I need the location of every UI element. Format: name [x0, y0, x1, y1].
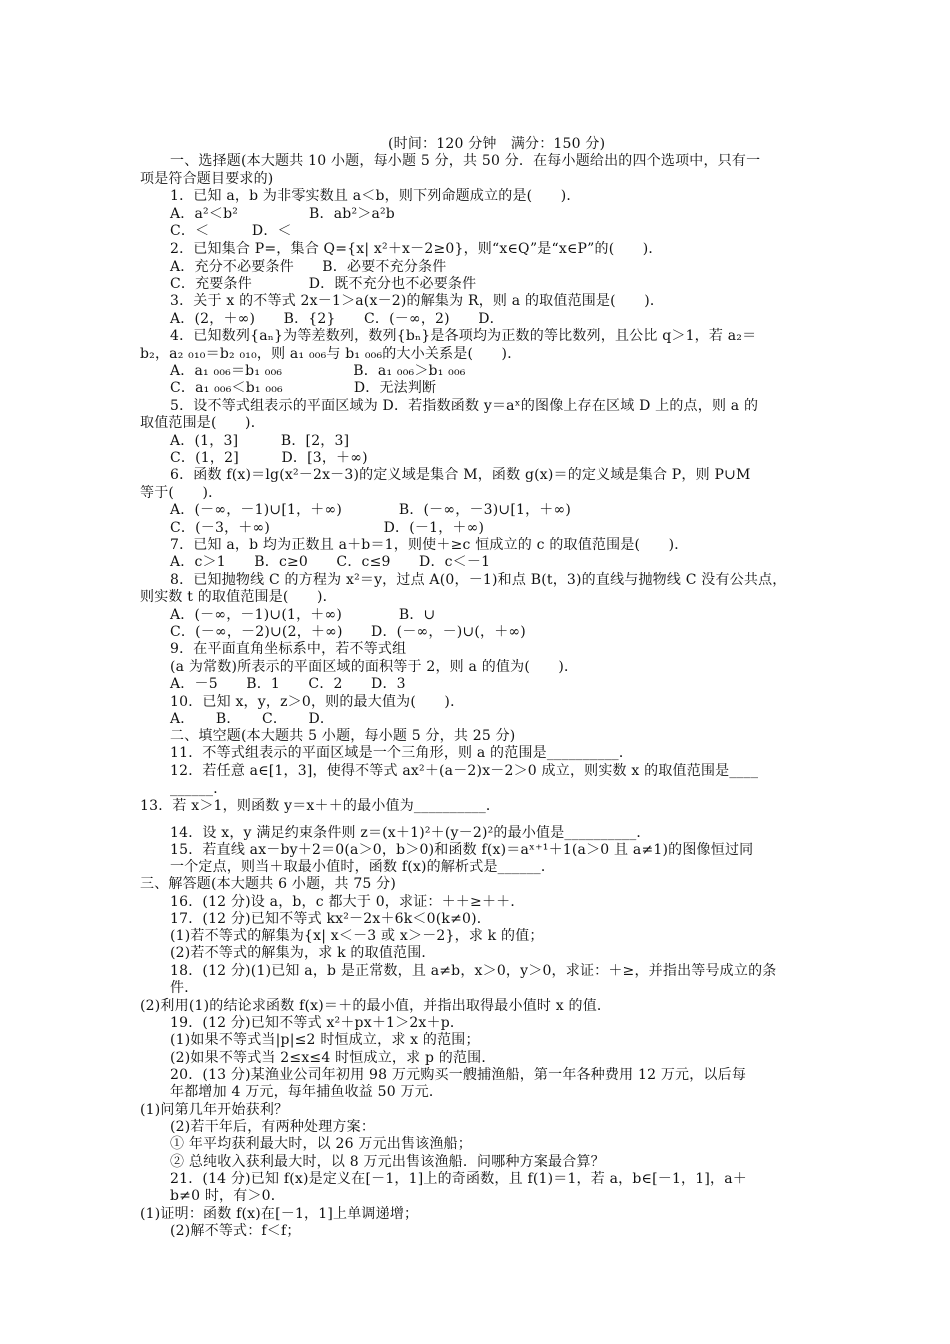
- text-line: (2)解不等式：f＜f；: [170, 1223, 301, 1239]
- text-line: 三、解答题(本大题共 6 小题，共 75 分): [140, 876, 397, 892]
- text-line: A．c＞1 B．c≥0 C．c≤9 D．c＜－1: [170, 554, 491, 570]
- text-line: (a 为常数)所表示的平面区域的面积等于 2，则 a 的值为( )．: [170, 659, 579, 675]
- text-line: (2)若不等式的解集为，求 k 的取值范围．: [170, 945, 436, 961]
- text-line: 21．(14 分)已知 f(x)是定义在[－1，1]上的奇函数，且 f(1)＝1，若 a，b∈[－1，1]，a＋: [170, 1171, 747, 1187]
- text-line: 二、填空题(本大题共 5 小题，每小题 5 分，共 25 分): [170, 728, 516, 744]
- text-line: 9．在平面直角坐标系中，若不等式组: [170, 641, 407, 657]
- text-line: A． B． C． D．: [170, 711, 335, 727]
- text-line: 7．已知 a，b 均为正数且 a＋b＝1，则使＋≥c 恒成立的 c 的取值范围是( )．: [170, 537, 689, 553]
- text-line: b₂，a₂ ₀₁₀＝b₂ ₀₁₀，则 a₁ ₀₀₆与 b₁ ₀₀₆的大小关系是( )．: [140, 346, 522, 362]
- text-line: 10．已知 x，y，z＞0，则的最大值为( )．: [170, 694, 465, 710]
- text-line: (2)如果不等式当 2≤x≤4 时恒成立，求 p 的范围．: [170, 1050, 496, 1066]
- text-line: 20．(13 分)某渔业公司年初用 98 万元购买一艘捕渔船，第一年各种费用 12 万元，以后每: [170, 1067, 747, 1083]
- text-line: 14．设 x，y 满足约束条件则 z＝(x＋1)²＋(y－2)²的最小值是__________．: [170, 825, 651, 841]
- text-line: 17．(12 分)已知不等式 kx²－2x＋6k＜0(k≠0)．: [170, 911, 491, 927]
- exam-header: (时间：120 分钟 满分：150 分): [388, 136, 606, 152]
- text-line: A．(1，3] B．[2，3]: [170, 433, 350, 449]
- text-line: C．充要条件 D．既不充分也不必要条件: [170, 276, 477, 292]
- text-line: ② 总纯收入获利最大时，以 8 万元出售该渔船．问哪种方案最合算？: [170, 1154, 605, 1170]
- text-line: C．(－∞，－2)∪(2，＋∞) D．(－∞，－)∪(，＋∞): [170, 624, 526, 640]
- text-line: 3．关于 x 的不等式 2x－1＞a(x－2)的解集为 R，则 a 的取值范围是( )．: [170, 293, 665, 309]
- text-line: 等于( )．: [140, 485, 223, 501]
- text-line: A．充分不必要条件 B．必要不充分条件: [170, 259, 447, 275]
- text-line: C．(－3，＋∞) D．(－1，＋∞): [170, 520, 485, 536]
- text-line: 12．若任意 a∈[1，3]，使得不等式 ax²＋(a－2)x－2＞0 成立，则实数 x 的取值范围是____: [170, 763, 759, 779]
- text-line: 项是符合题目要求的): [140, 171, 274, 187]
- text-line: b≠0 时，有＞0．: [170, 1188, 285, 1204]
- text-line: A．a₁ ₀₀₆＝b₁ ₀₀₆ B．a₁ ₀₀₆＞b₁ ₀₀₆: [170, 363, 466, 379]
- text-line: 一个定点，则当＋取最小值时，函数 f(x)的解析式是______．: [170, 859, 556, 875]
- text-line: A．－5 B．1 C．2 D．3: [170, 676, 406, 692]
- text-line: 18．(12 分)(1)已知 a，b 是正常数，且 a≠b，x＞0，y＞0，求证：＋≥，并指出等号成立的条: [170, 963, 777, 979]
- text-line: (1)若不等式的解集为{x| x＜－3 或 x＞－2}，求 k 的值；: [170, 928, 544, 944]
- text-line: 年都增加 4 万元，每年捕鱼收益 50 万元．: [170, 1084, 444, 1100]
- text-line: 件．: [170, 980, 199, 996]
- text-line: C．(1，2] D．[3，＋∞): [170, 450, 368, 466]
- text-line: ① 年平均获利最大时，以 26 万元出售该渔船；: [170, 1136, 472, 1152]
- text-line: C．＜ D．＜: [170, 223, 292, 239]
- text-line: (2)利用(1)的结论求函数 f(x)＝＋的最小值，并指出取得最小值时 x 的值．: [140, 998, 612, 1014]
- text-line: 则实数 t 的取值范围是( )．: [140, 589, 337, 605]
- text-line: 19．(12 分)已知不等式 x²＋px＋1＞2x＋p．: [170, 1015, 465, 1031]
- text-line: 8．已知抛物线 C 的方程为 x²＝y，过点 A(0，－1)和点 B(t，3)的直线与抛物线 C 没有公共点，: [170, 572, 787, 588]
- text-line: 5．设不等式组表示的平面区域为 D．若指数函数 y＝aˣ的图像上存在区域 D 上的点，则 a 的: [170, 398, 759, 414]
- text-line: (1)证明：函数 f(x)在[－1，1]上单调递增；: [140, 1206, 419, 1222]
- text-line: 一、选择题(本大题共 10 小题，每小题 5 分，共 50 分．在每小题给出的四个选项中，只有一: [170, 153, 761, 169]
- text-line: A．a²＜b² B．ab²＞a²b: [170, 206, 395, 222]
- text-line: 15．若直线 ax－by＋2＝0(a＞0，b＞0)和函数 f(x)＝aˣ⁺¹＋1(a＞0 且 a≠1)的图像恒过同: [170, 842, 754, 858]
- text-line: 1．已知 a，b 为非零实数且 a＜b，则下列命题成立的是( )．: [170, 188, 581, 204]
- text-line: C．a₁ ₀₀₆＜b₁ ₀₀₆ D．无法判断: [170, 380, 437, 396]
- text-line: A．(－∞，－1)∪(1，＋∞) B．∪: [170, 607, 436, 623]
- text-line: 2．已知集合 P=，集合 Q={x| x²＋x－2≥0}，则“x∈Q”是“x∈P”的( )．: [170, 241, 663, 257]
- text-line: 4．已知数列{aₙ}为等差数列，数列{bₙ}是各项均为正数的等比数列，且公比 q＞1，若 a₂＝: [170, 328, 757, 344]
- text-line: (1)问第几年开始获利？: [140, 1102, 289, 1118]
- text-line: 取值范围是( )．: [140, 415, 265, 431]
- text-line: 16．(12 分)设 a，b，c 都大于 0，求证：＋＋≥＋＋．: [170, 894, 525, 910]
- text-line: 11．不等式组表示的平面区域是一个三角形，则 a 的范围是__________．: [170, 745, 634, 761]
- text-line: ______．: [170, 781, 228, 797]
- text-line: (1)如果不等式当|p|≤2 时恒成立，求 x 的范围；: [170, 1032, 480, 1048]
- text-line: A．(－∞，－1)∪[1，＋∞) B．(－∞，－3)∪[1，＋∞): [170, 502, 572, 518]
- text-line: 6．函数 f(x)＝lg(x²－2x－3)的定义域是集合 M，函数 g(x)＝的定义域是集合 P，则 P∪M: [170, 467, 751, 483]
- text-line: 13．若 x＞1，则函数 y＝x＋＋的最小值为__________．: [140, 798, 501, 814]
- text-line: (2)若干年后，有两种处理方案：: [170, 1119, 376, 1135]
- text-line: A．(2，＋∞) B．{2} C．(－∞，2) D．: [170, 311, 504, 327]
